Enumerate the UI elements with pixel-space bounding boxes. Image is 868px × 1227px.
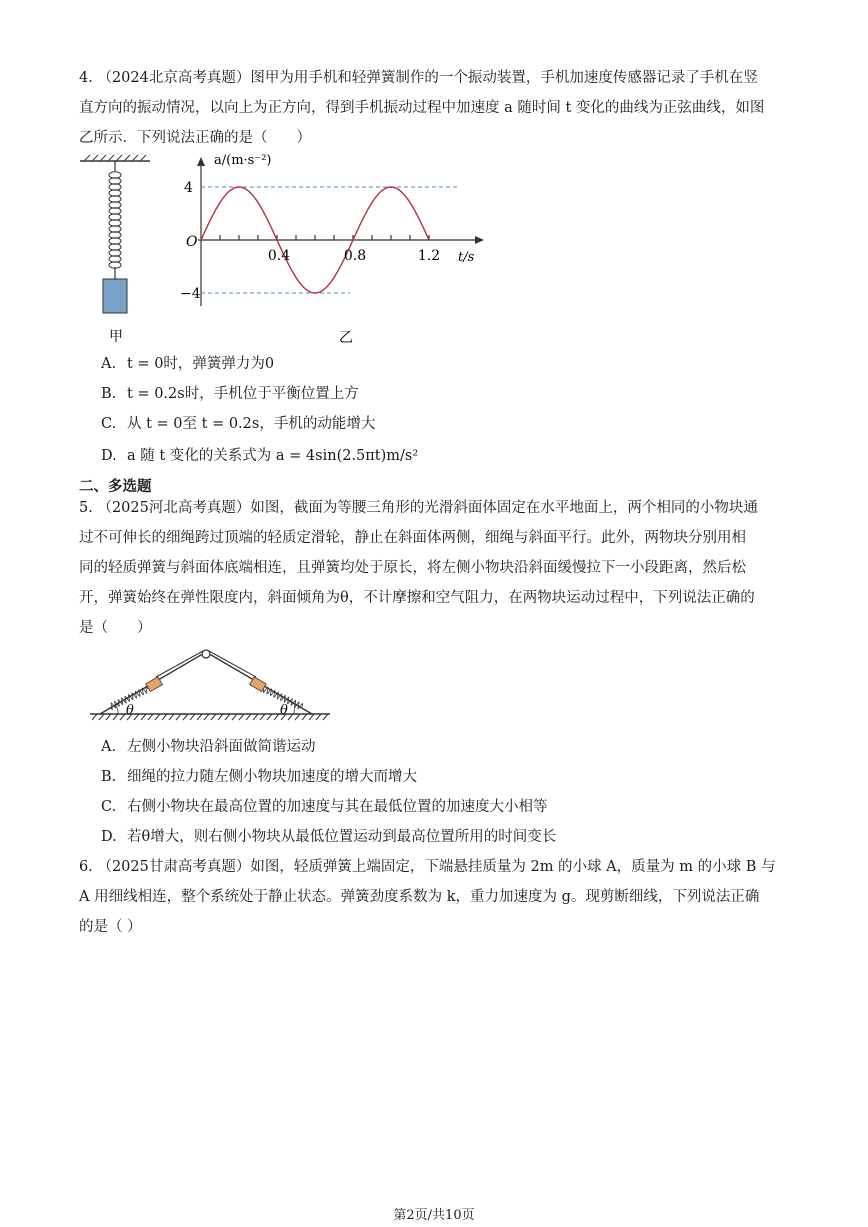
question-4-line-2: 直方向的振动情况，以向上为正方向，得到手机振动过程中加速度 a 随时间 t 变化的曲线为正弦曲线，如图 bbox=[79, 100, 765, 116]
option-c[interactable]: C. 右侧小物块在最高位置的加速度与其在最低位置的加速度大小相等 bbox=[101, 799, 548, 815]
spring-coil bbox=[109, 196, 121, 202]
origin-label: O bbox=[186, 234, 198, 250]
pulley bbox=[202, 650, 210, 658]
spring-coil bbox=[109, 244, 121, 250]
rope-left bbox=[156, 651, 203, 677]
angle-theta-left: θ bbox=[126, 703, 134, 718]
y-axis-label: a/(m·s⁻²) bbox=[214, 153, 272, 168]
question-5-line-4: 开，弹簧始终在弹性限度内，斜面倾角为θ，不计摩擦和空气阻力，在两物块运动过程中，下列说法正确的 bbox=[79, 590, 755, 606]
x-tick-label: 0.4 bbox=[267, 248, 291, 264]
spring-coil bbox=[109, 250, 121, 256]
figure-spring-phone bbox=[80, 155, 160, 345]
x-tick-label: 0.8 bbox=[343, 248, 367, 264]
x-tick-label: 1.2 bbox=[417, 248, 441, 264]
x-axis-arrow bbox=[475, 236, 484, 244]
acceleration-time-chart bbox=[170, 148, 490, 348]
question-source: （2025河北高考真题） bbox=[97, 500, 251, 516]
question-source: （2025甘肃高考真题） bbox=[97, 859, 251, 875]
question-number: 6. bbox=[79, 859, 93, 875]
question-6-stem bbox=[79, 852, 791, 942]
option-b[interactable]: B. 细绳的拉力随左侧小物块加速度的增大而增大 bbox=[101, 769, 417, 785]
y-axis-arrow bbox=[197, 157, 205, 166]
question-5-line-5: 是（ ） bbox=[79, 620, 152, 636]
spring-coil bbox=[109, 202, 121, 208]
rope-right bbox=[209, 651, 256, 677]
question-4-line-1: 4. （2024北京高考真题）图甲为用手机和轻弹簧制作的一个振动装置，手机加速度传感器记录了手机在竖 bbox=[79, 70, 758, 86]
question-4-stem bbox=[79, 63, 791, 153]
angle-theta-right: θ bbox=[280, 703, 288, 718]
spring-coil bbox=[109, 214, 121, 220]
x-axis-label: t/s bbox=[458, 250, 475, 265]
question-number: 4. bbox=[79, 70, 93, 86]
spring-coil bbox=[109, 190, 121, 196]
page-footer: 第2页/共10页 bbox=[393, 1208, 475, 1223]
spring-coil bbox=[109, 172, 121, 178]
question-5-line-1: 5. （2025河北高考真题）如图，截面为等腰三角形的光滑斜面体固定在水平地面上，两个相同的小物块通 bbox=[79, 500, 758, 516]
figure-incline-pulley bbox=[86, 648, 336, 728]
question-6-line-2: A 用细线相连，整个系统处于静止状态。弹簧劲度系数为 k，重力加速度为 g。现剪断细线，下列说法正确 bbox=[79, 889, 760, 905]
section-heading-multiple-choice: 二、多选题 bbox=[79, 478, 152, 495]
question-5-stem bbox=[79, 493, 791, 643]
option-d[interactable]: D. 若θ增大，则右侧小物块从最低位置运动到最高位置所用的时间变长 bbox=[101, 829, 557, 845]
spring-coil bbox=[109, 184, 121, 190]
option-c[interactable]: C. 从 t = 0至 t = 0.2s，手机的动能增大 bbox=[101, 416, 376, 432]
spring-coil bbox=[109, 256, 121, 262]
y-tick-bottom-label: −4 bbox=[180, 286, 201, 302]
question-number: 5. bbox=[79, 500, 93, 516]
question-5-line-3: 同的轻质弹簧与斜面体底端相连，且弹簧均处于原长，将左侧小物块沿斜面缓慢拉下一小段距离，然后松 bbox=[79, 560, 746, 576]
spring-coil bbox=[109, 220, 121, 226]
spring-coil bbox=[109, 238, 121, 244]
option-b[interactable]: B. t = 0.2s时，手机位于平衡位置上方 bbox=[101, 386, 359, 402]
option-d[interactable]: D. a 随 t 变化的关系式为 a = 4sin(2.5πt)m/s² bbox=[101, 448, 419, 464]
question-6-line-1: 6. （2025甘肃高考真题）如图，轻质弹簧上端固定，下端悬挂质量为 2m 的小球 A，质量为 m 的小球 B 与 bbox=[79, 859, 776, 875]
spring-coil bbox=[109, 208, 121, 214]
question-5-line-2: 过不可伸长的细绳跨过顶端的轻质定滑轮，静止在斜面体两侧，细绳与斜面平行。此外，两物块分别用相 bbox=[79, 530, 746, 546]
option-a[interactable]: A. t = 0时，弹簧弹力为0 bbox=[101, 356, 275, 372]
question-4-line-3: 乙所示．下列说法正确的是（ ） bbox=[79, 130, 311, 146]
spring-coil bbox=[109, 178, 121, 184]
spring-coil bbox=[109, 226, 121, 232]
figure-jia-label: 甲 bbox=[109, 329, 123, 345]
y-tick-top-label: 4 bbox=[184, 180, 193, 196]
spring-coil bbox=[109, 232, 121, 238]
question-6-line-3: 的是（ ） bbox=[79, 919, 142, 935]
question-source: （2024北京高考真题） bbox=[97, 70, 251, 86]
figure-yi-label: 乙 bbox=[339, 330, 353, 346]
option-a[interactable]: A. 左侧小物块沿斜面做简谐运动 bbox=[101, 739, 316, 755]
